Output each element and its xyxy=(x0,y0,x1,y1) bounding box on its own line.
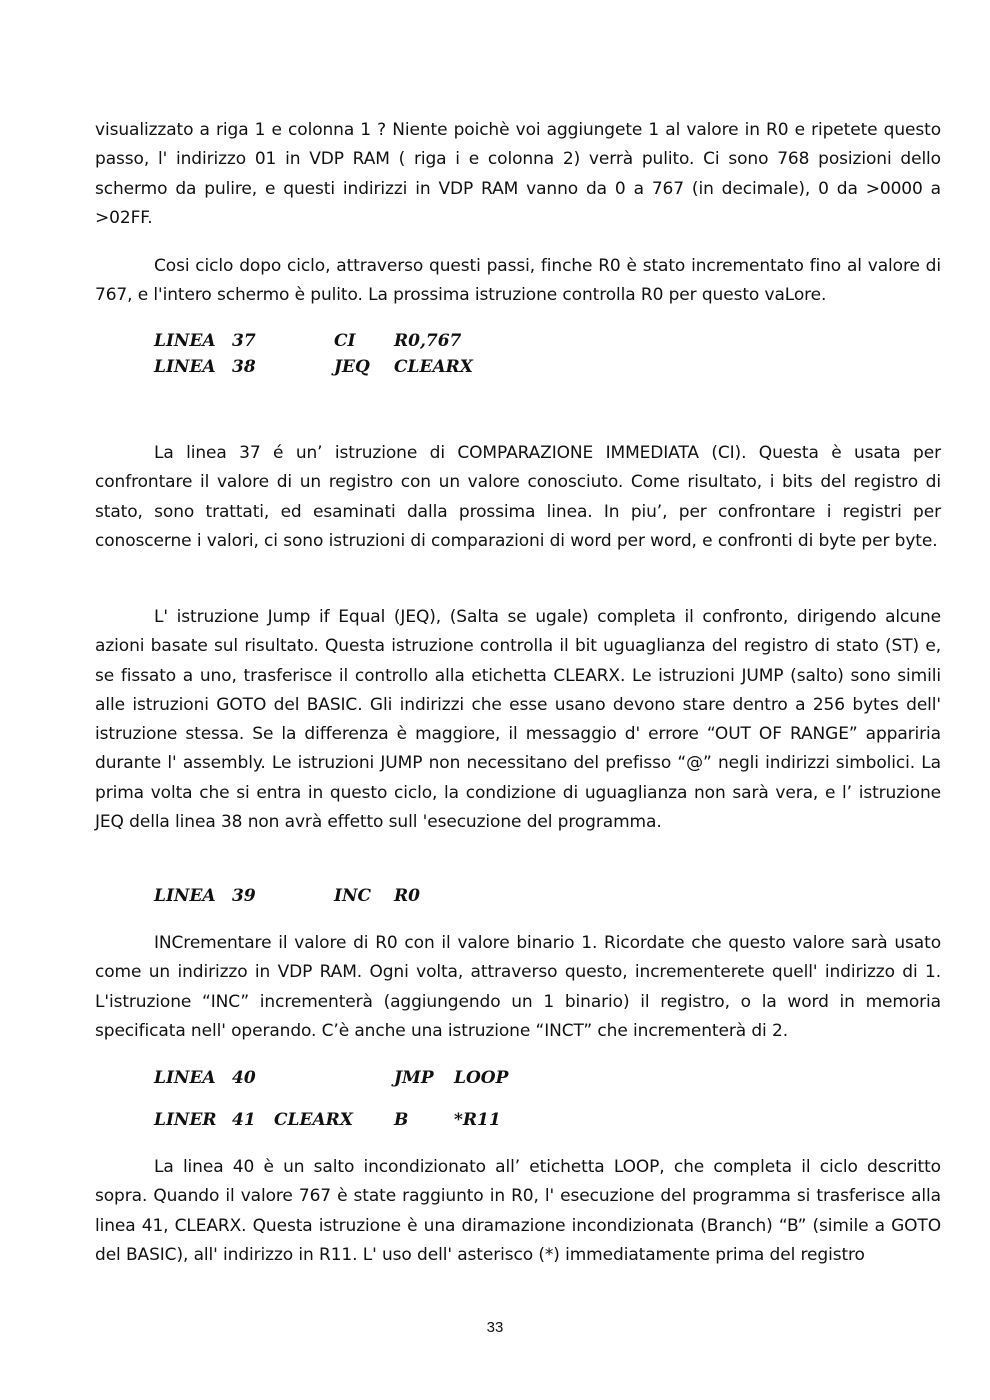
paragraph-3 xyxy=(95,439,941,556)
code-operand: LOOP xyxy=(454,1068,509,1088)
code-operand: R0,767 xyxy=(394,331,462,351)
paragraph-4 xyxy=(95,603,941,837)
paragraph-3-text: La linea 37 é un’ istruzione di COMPARAZIONE IMMEDIATA (CI). Questa è usata per confrontare il valore di un registro con un valore conosciuto. Come risultato, i bits del registro di stato, sono trattati, ed esaminati dalla prossima linea. In piu’, per confrontare i registri per conoscerne i valori, ci sono istruzioni di comparazioni di word per word, e confronti di byte per byte. xyxy=(95,443,941,551)
code-keyword: LINEA xyxy=(154,357,216,377)
code-opcode: JMP xyxy=(394,1068,434,1088)
code-keyword: LINEA xyxy=(154,1068,216,1088)
paragraph-2 xyxy=(95,252,941,311)
page-number: 33 xyxy=(486,1319,504,1336)
code-label: CLEARX xyxy=(274,1110,353,1130)
code-keyword: LINER xyxy=(154,1110,217,1130)
code-operand: CLEARX xyxy=(394,357,473,377)
code-line-number: 37 xyxy=(232,331,256,351)
code-line-number: 38 xyxy=(232,357,256,377)
paragraph-6 xyxy=(95,1153,941,1270)
code-keyword: LINEA xyxy=(154,331,216,351)
code-line-number: 39 xyxy=(232,886,256,906)
code-line-number: 41 xyxy=(232,1110,256,1130)
code-opcode: INC xyxy=(334,886,372,906)
code-keyword: LINEA xyxy=(154,886,216,906)
paragraph-5-text: INCrementare il valore di R0 con il valore binario 1. Ricordate che questo valore sarà usato come un indirizzo in VDP RAM. Ogni volta, attraverso questo, incrementerete quell' indirizzo di 1. L'istruzione “INC” incrementerà (aggiungendo un 1 binario) il registro, o la word in memoria specificata nell' operando. C’è anche una istruzione “INCT” che incrementerà di 2. xyxy=(95,933,941,1041)
code-operand: *R11 xyxy=(454,1110,501,1130)
code-opcode: B xyxy=(394,1110,409,1130)
paragraph-6-text: La linea 40 è un salto incondizionato all’ etichetta LOOP, che completa il ciclo descritto sopra. Quando il valore 767 è state raggiunto in R0, l' esecuzione del programma si trasferisce alla linea 41, CLEARX. Questa istruzione è una diramazione incondizionata (Branch) “B” (simile a GOTO del BASIC), all' indirizzo in R11. L' uso dell' asterisco (*) immediatamente prima del registro xyxy=(95,1157,941,1265)
paragraph-1-text: visualizzato a riga 1 e colonna 1 ? Niente poichè voi aggiungete 1 al valore in R0 e ripetete questo passo, l' indirizzo 01 in VDP RAM ( riga i e colonna 2) verrà pulito. Ci sono 768 posizioni dello schermo da pulire, e questi indirizzi in VDP RAM vanno da 0 a 767 (in decimale), 0 da >0000 a >02FF. xyxy=(95,120,941,228)
paragraph-2-text: Cosi ciclo dopo ciclo, attraverso questi passi, finche R0 è stato incrementato fino al valore di 767, e l'intero schermo è pulito. La prossima istruzione controlla R0 per questo vaLore. xyxy=(95,256,941,306)
paragraph-5 xyxy=(95,929,941,1046)
code-opcode: JEQ xyxy=(334,357,370,377)
paragraph-1 xyxy=(95,116,941,233)
paragraph-4-text: L' istruzione Jump if Equal (JEQ), (Salta se ugale) completa il confronto, dirigendo alcune azioni basate sul risultato. Questa istruzione controlla il bit uguaglianza del registro di stato (ST) e, se fissato a uno, trasferisce il controllo alla etichetta CLEARX. Le istruzioni JUMP (salto) sono simili alle istruzioni GOTO del BASIC. Gli indirizzi che esse usano devono stare dentro a 256 bytes dell' istruzione stessa. Se la differenza è maggiore, il messaggio d' errore “OUT OF RANGE” appariria durante l' assembly. Le istruzioni JUMP non necessitano del prefisso “@” negli indirizzi simbolici. La prima volta che si entra in questo ciclo, la condizione di uguaglianza non sarà vera, e l’ istruzione JEQ della linea 38 non avrà effetto sull 'esecuzione del programma. xyxy=(95,607,941,833)
code-operand: R0 xyxy=(394,886,420,906)
code-opcode: CI xyxy=(334,331,356,351)
code-line-number: 40 xyxy=(232,1068,256,1088)
